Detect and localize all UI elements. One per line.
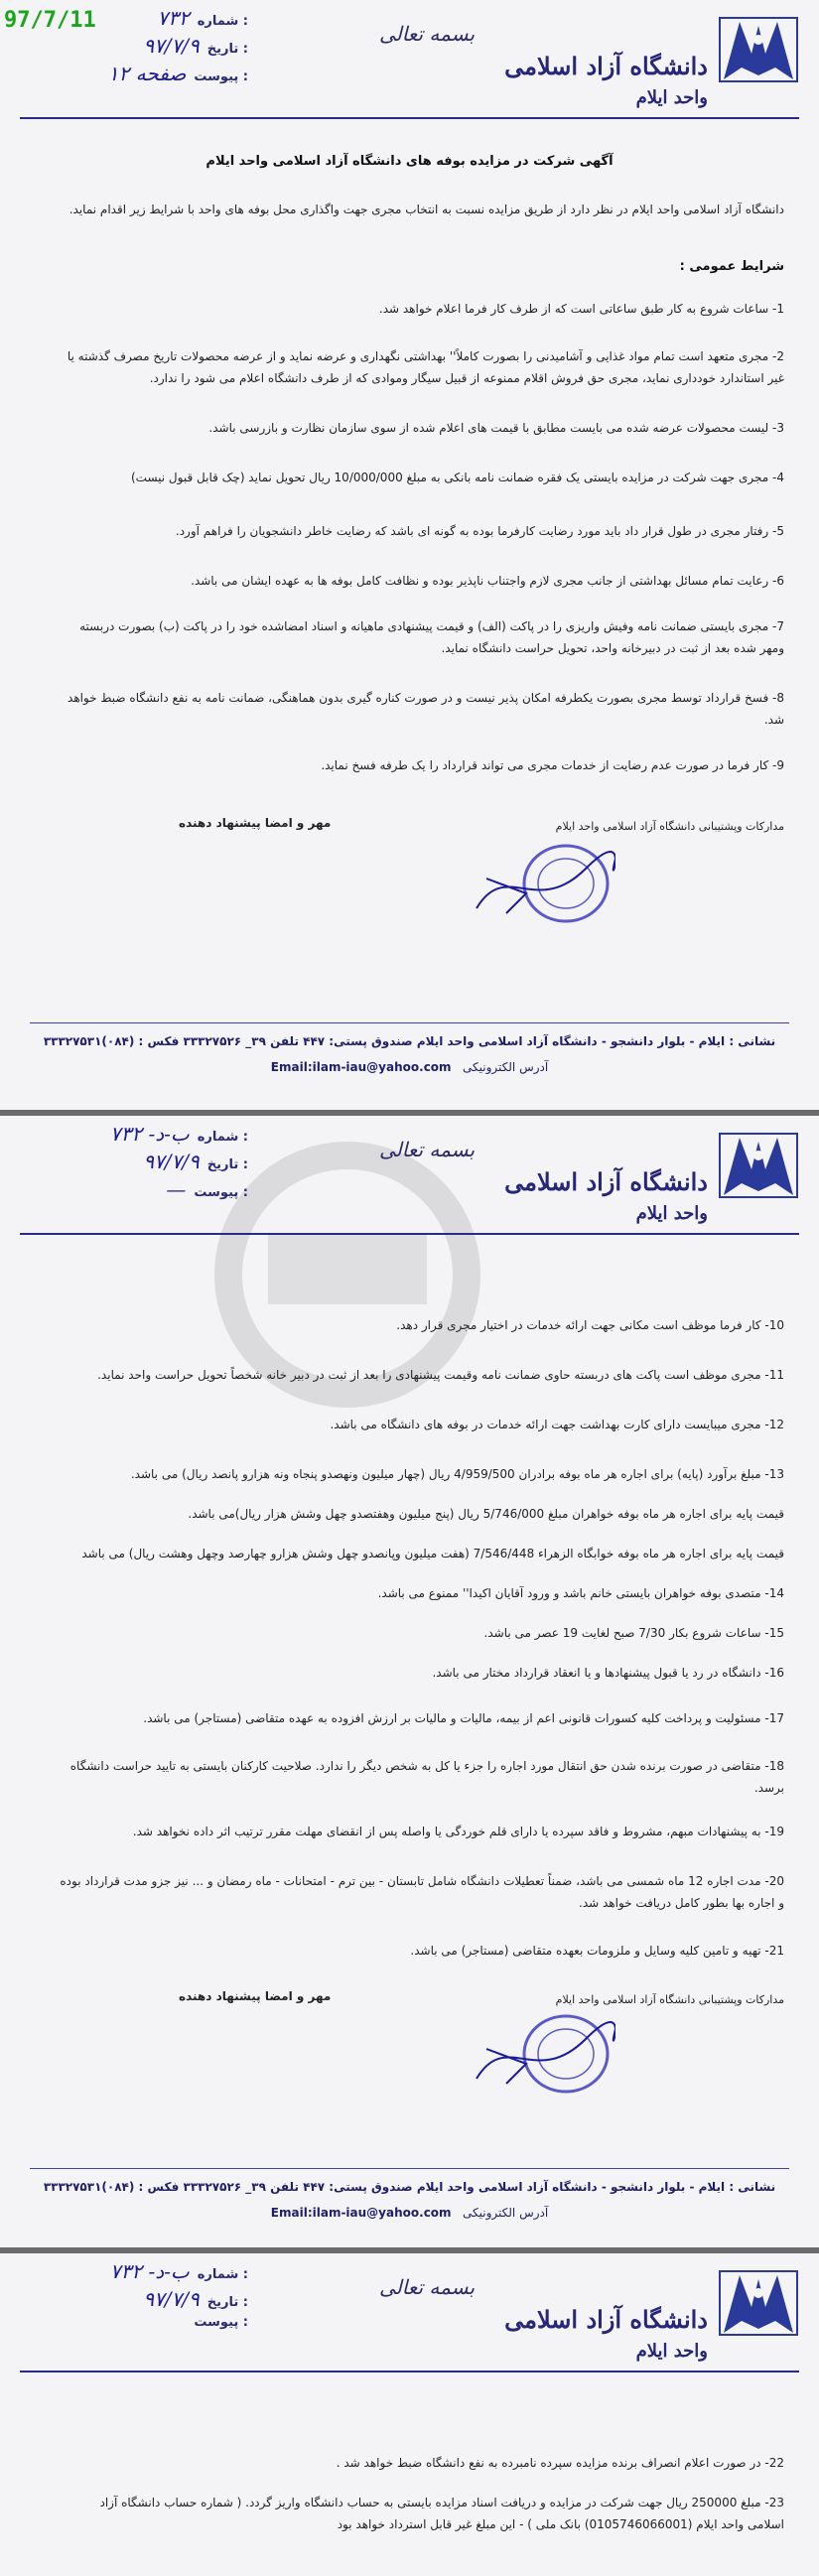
footer-address: نشانی : ایلام - بلوار دانشجو - دانشگاه آزاد اسلامی واحد ایلام صندوق پستی: ۴۴۷ تلفن ۳۹_ ۳۳۳۲۷۵۲۶ فکس : (۰۸۴)۳۳۳۲۷۵۳۱ [43,1034,776,1048]
unit-name: واحد ایلام [635,2341,708,2362]
list-item: 16- دانشگاه در رد یا قبول پیشنهادها و یا انعقاد قرارداد مختار می باشد. [432,1666,784,1680]
list-item: 3- لیست محصولات عرضه شده می بایست مطابق با قیمت های اعلام شده از سوی سازمان نظارت و بازرسی باشد. [208,421,784,435]
letter-number-value: ۷۳۲ [157,6,190,30]
list-item: 13- مبلغ برآورد (پایه) برای اجاره هر ماه بوفه برادران 4/959/500 ریال (چهار میلیون ونهصدو پنجاه ونه هزارو پانصد ریال) می باشد. [130,1467,784,1481]
list-item: 2- مجری متعهد است تمام مواد غذایی و آشامیدنی را بصورت کاملاً'' بهداشتی نگهداری و عرضه نماید و از عرضه محصولات تاریخ مصرف گذشته یا غیر استاندارد خودداری نماید، مجری حق فروش اقلام ممنوعه از قبیل سیگار وموادی که از طرف دانشگاه اعلام می شود را ندارد. [67,349,784,385]
signature-label: مهر و امضا پیشنهاد دهنده [179,1989,332,2003]
stamp-and-signature-icon [467,839,615,928]
university-name: دانشگاه آزاد اسلامی [504,52,708,80]
bismillah: بسمه تعالی [378,1138,476,1161]
list-item: 21- تهیه و تامین کلیه وسایل و ملزومات بعهده متقاضی (مستاجر) می باشد. [410,1944,784,1958]
signature-label: مهر و امضا پیشنهاد دهنده [179,816,332,830]
attachment-label: پیوست : [194,2315,248,2330]
number-label: شماره : [197,1130,248,1145]
university-logo-icon [716,1126,801,1211]
list-item: 20- مدت اجاره 12 ماه شمسی می باشد، ضمناً تعطیلات دانشگاه شامل تابستان - بین ترم - امتحانات - ماه رمضان و ... نیز جزو مدت قرارداد بوده و اجاره بها بطور کامل دریافت خواهد شد. [60,1874,784,1910]
footer-divider [30,2168,789,2169]
date-label: تاریخ : [206,1157,248,1172]
list-item: 4- مجری جهت شرکت در مزایده بایستی یک فقره ضمانت نامه بانکی به مبلغ 10/000/000 ریال تحویل نماید (چک قابل قبول نیست) [130,471,784,484]
attachment-label: پیوست : [194,1185,248,1200]
letter-meta [20,6,248,89]
email-address[interactable]: Email:ilam-iau@yahoo.com [270,1060,452,1074]
list-item: 23- مبلغ 250000 ریال جهت شرکت در مزایده و دریافت اسناد مزایده بایستی به حساب دانشگاه واریز گردد. ( شماره حساب دانشگاه آزاد اسلامی واحد ایلام (0105746066001) بانک ملی ) - این مبلغ غیر قابل استرداد خواهد بود [99,2496,784,2531]
university-logo-icon [716,2263,801,2349]
letter-page-3 [0,2253,819,2576]
corner-date: 97/7/11 [4,8,96,33]
stamp-and-signature-icon [467,2009,615,2099]
list-item: 17- مسئولیت و پرداخت کلیه کسورات قانونی اعم از بیمه، مالیات و مالیات بر ارزش افزوده به عهده متقاضی (مستاجر) می باشد. [143,1711,784,1725]
bismillah: بسمه تعالی [378,22,476,46]
list-item: 6- رعایت تمام مسائل بهداشتی از جانب مجری لازم واجتناب ناپذیر بوده و نظافت کامل بوفه ها به عهده ایشان می باشد. [191,574,784,588]
number-label: شماره : [197,14,248,29]
letter-number-value: ۷۳۲ -ب-د [109,1122,190,1146]
list-item: 15- ساعات شروع بکار 7/30 صبح لغایت 19 عصر می باشد. [483,1626,784,1640]
attachment-label: پیوست : [194,69,248,84]
unit-name: واحد ایلام [635,87,708,108]
intro-paragraph: دانشگاه آزاد اسلامی واحد ایلام در نظر دارد از طریق مزایده نسبت به انتخاب مجری جهت واگذاری محل بوفه های واحد با شرایط زیر اقدام نماید. [68,203,784,216]
footer-email-row [149,1060,670,1074]
letter-meta [20,1122,248,1205]
list-item: 9- کار فرما در صورت عدم رضایت از خدمات مجری می تواند قرارداد را یک طرفه فسخ نماید. [321,758,784,772]
header-divider [20,2371,799,2373]
email-label: آدرس الکترونیکی [463,2206,549,2220]
footer-address: نشانی : ایلام - بلوار دانشجو - دانشگاه آزاد اسلامی واحد ایلام صندوق پستی: ۴۴۷ تلفن ۳۹_ ۳۳۳۲۷۵۲۶ فکس : (۰۸۴)۳۳۳۲۷۵۳۱ [43,2180,776,2194]
university-logo-icon [716,10,801,95]
closing-line: مدارکات وپشتیبانی دانشگاه آزاد اسلامی واحد ایلام [555,820,784,833]
list-item: 19- به پیشنهادات مبهم، مشروط و فاقد سپرده یا دارای قلم خوردگی یا واصله پس از انقضای مهلت مقرر ترتیب اثر داده نخواهد شد. [132,1825,784,1838]
letter-page-2 [0,1116,819,2247]
university-name: دانشگاه آزاد اسلامی [504,2305,708,2334]
letter-number-value: ۷۳۲ -ب-د [109,2259,190,2283]
letter-meta [20,2259,248,2343]
email-label: آدرس الکترونیکی [463,1060,549,1074]
list-item: 1- ساعات شروع به کار طبق ساعاتی است که از طرف کار فرما اعلام خواهد شد. [378,302,784,316]
letter-date-value: ۹۷/۷/۹ [143,34,200,58]
list-item: 11- مجری موظف است پاکت های دربسته حاوی ضمانت نامه وقیمت پیشنهادی را بعد از ثبت در دبیر خانه شخصاً تحویل حراست واحد نماید. [97,1368,784,1382]
list-item: 8- فسخ قرارداد توسط مجری بصورت یکطرفه امکان پذیر نیست و در صورت کناره گیری بدون هماهنگی، ضمانت نامه به نفع دانشگاه ضبط خواهد شد. [68,691,784,727]
general-conditions-heading: شرایط عمومی : [679,259,784,274]
footer-email-row [149,2206,670,2220]
date-label: تاریخ : [206,42,248,57]
number-label: شماره : [197,2267,248,2282]
list-item: 22- در صورت اعلام انصراف برنده مزایده سپرده نامبرده به نفع دانشگاه ضبط خواهد شد . [336,2456,784,2470]
letter-page-1 [0,0,819,1110]
list-item: 5- رفتار مجری در طول قرار داد باید مورد رضایت کارفرما بوده به گونه ای باشد که رضایت خاطر دانشجویان را فراهم آورد. [175,524,784,538]
footer-divider [30,1022,789,1023]
email-address[interactable]: Email:ilam-iau@yahoo.com [270,2206,452,2220]
list-item: 10- کار فرما موظف است مکانی جهت ارائه خدمات در اختیار مجری قرار دهد. [396,1318,784,1332]
list-item: 14- متصدی بوفه خواهران بایستی خانم باشد و ورود آقایان اکیدا'' ممنوع می باشد. [377,1586,784,1600]
attachment-value: ۱۲ صفحه [107,62,187,85]
unit-name: واحد ایلام [635,1203,708,1224]
letter-date-value: ۹۷/۷/۹ [143,2287,200,2311]
list-item: قیمت پایه برای اجاره هر ماه بوفه خواهران مبلغ 5/746/000 ریال (پنج میلیون وهفتصدو چهل وشش هزار ریال)می باشد. [188,1507,784,1521]
header-divider [20,117,799,119]
list-item: قیمت پایه برای اجاره هر ماه بوفه خوابگاه الزهراء 7/546/448 (هفت میلیون وپانصدو چهل وشش هزارو چهارصد وچهل وهشت ریال) می باشد [81,1547,784,1560]
university-name: دانشگاه آزاد اسلامی [504,1167,708,1196]
bismillah: بسمه تعالی [378,2275,476,2299]
list-item: 18- متقاضی در صورت برنده شدن حق انتقال مورد اجاره را جزء یا کل به شخص دیگر را ندارد. صلاحیت کارکنان بایستی به تایید حراست دانشگاه برسد. [69,1759,784,1795]
attachment-value: — [166,1177,187,1201]
closing-line: مدارکات وپشتیبانی دانشگاه آزاد اسلامی واحد ایلام [555,1993,784,2006]
notice-title: آگهی شرکت در مزایده بوفه های دانشگاه آزاد اسلامی واحد ایلام [205,154,614,169]
list-item: 7- مجری بایستی ضمانت نامه وفیش واریزی را در پاکت (الف) و قیمت پیشنهادی ماهیانه و اسناد امضاشده خود را در پاکت (ب) بصورت دربسته ومهر شده بعد از ثبت در دبیرخانه واحد، تحویل حراست دانشگاه نماید. [79,619,784,655]
header-divider [20,1233,799,1235]
letter-date-value: ۹۷/۷/۹ [143,1150,200,1173]
date-label: تاریخ : [206,2295,248,2310]
list-item: 12- مجری میبایست دارای کارت بهداشت جهت ارائه خدمات در بوفه های دانشگاه می باشد. [330,1418,784,1431]
